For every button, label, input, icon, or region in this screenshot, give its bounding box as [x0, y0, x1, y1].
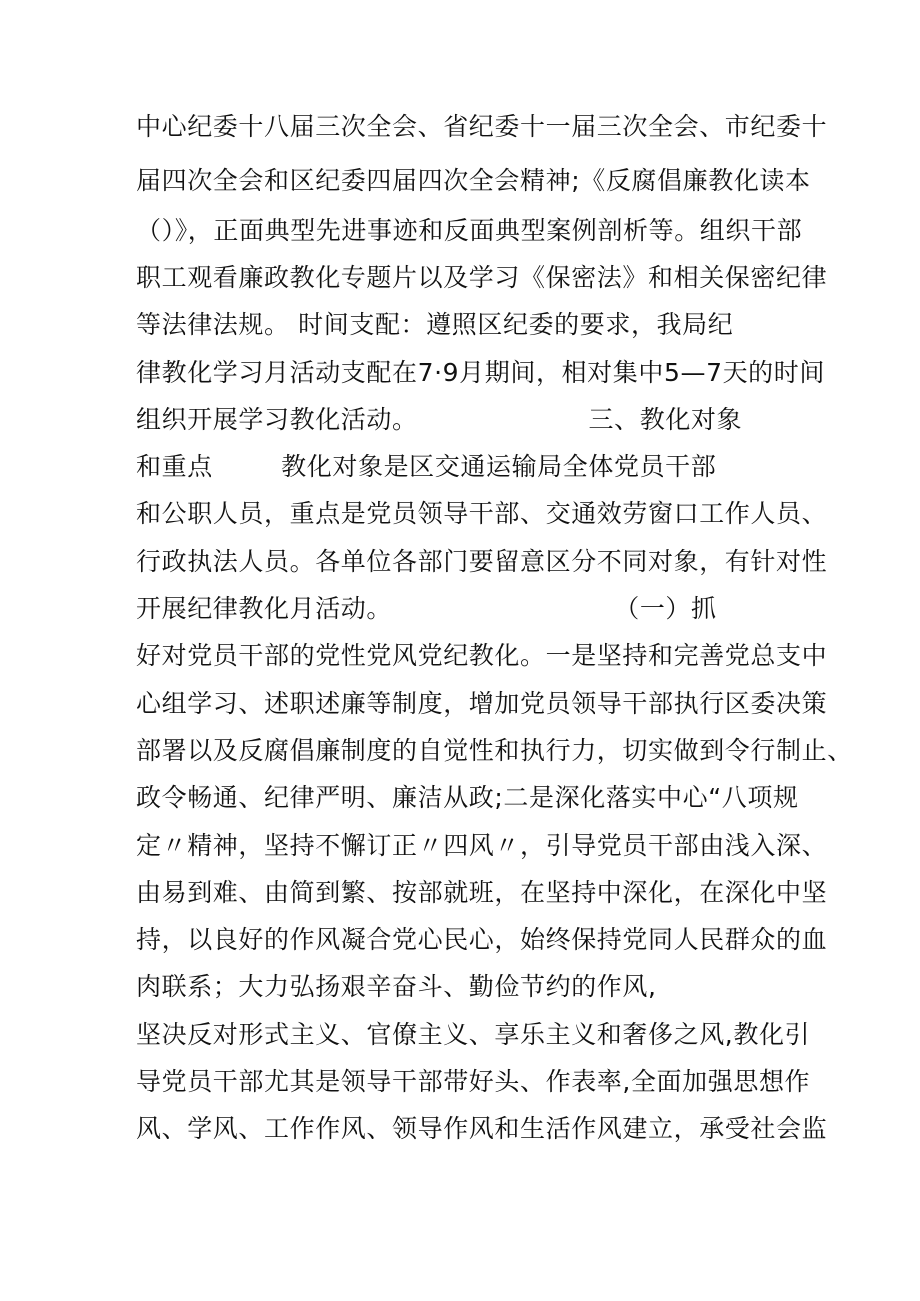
text-line: 肉联系；大力弘扬艰辛奋斗、勤俭节约的作风, — [136, 972, 657, 1001]
text-line: 导党员干部尤其是领导干部带好头、作表率,全面加强思想作 — [136, 1067, 811, 1096]
text-line: 由易到难、由简到繁、按部就班，在坚持中深化，在深化中坚 — [136, 878, 828, 907]
text-line: 部署以及反腐倡廉制度的自觉性和执行力，切实做到令行制止、 — [136, 736, 853, 765]
text-line: 政令畅通、纪律严明、廉洁从政;二是深化落实中心“八项规 — [136, 783, 799, 812]
text-line: 开展纪律教化月活动。 （一）抓 — [136, 594, 717, 623]
text-line: 心组学习、述职述廉等制度，增加党员领导干部执行区委决策 — [136, 689, 828, 718]
text-line: 律教化学习月活动支配在7·9月期间，相对集中5—7天的时间 — [136, 358, 825, 387]
text-line: 组织开展学习教化活动。 三、教化对象 — [136, 405, 743, 434]
text-line: 持，以良好的作风凝合党心民心，始终保持党同人民群众的血 — [136, 925, 828, 954]
text-line: （）》，正面典型先进事迹和反面典型案例剖析等。组织干部 — [136, 216, 803, 245]
text-line: 坚决反对形式主义、官僚主义、享乐主义和奢侈之风,教化引 — [136, 1020, 811, 1049]
text-line: 和公职人员，重点是党员领导干部、交通效劳窗口工作人员、 — [136, 499, 828, 528]
text-line: 届四次全会和区纪委四届四次全会精神;《反腐倡廉教化读本 — [136, 166, 811, 195]
text-line: 中心纪委十八届三次全会、省纪委十一届三次全会、市纪委十 — [136, 112, 828, 141]
text-line: 和重点 教化对象是区交通运输局全体党员干部 — [136, 452, 717, 481]
text-line: 行政执法人员。各单位各部门要留意区分不同对象，有针对性 — [136, 547, 828, 576]
text-line: 定〃精神，坚持不懈订正〃四风〃，引导党员干部由浅入深、 — [136, 831, 828, 860]
text-line: 等法律法规。 时间支配：遵照区纪委的要求，我局纪 — [136, 310, 734, 339]
text-line: 风、学风、工作作风、领导作风和生活作风建立，承受社会监 — [136, 1114, 828, 1143]
text-line: 职工观看廉政教化专题片以及学习《保密法》和相关保密纪律 — [136, 263, 828, 292]
text-line: 好对党员干部的党性党风党纪教化。一是坚持和完善党总支中 — [136, 641, 828, 670]
